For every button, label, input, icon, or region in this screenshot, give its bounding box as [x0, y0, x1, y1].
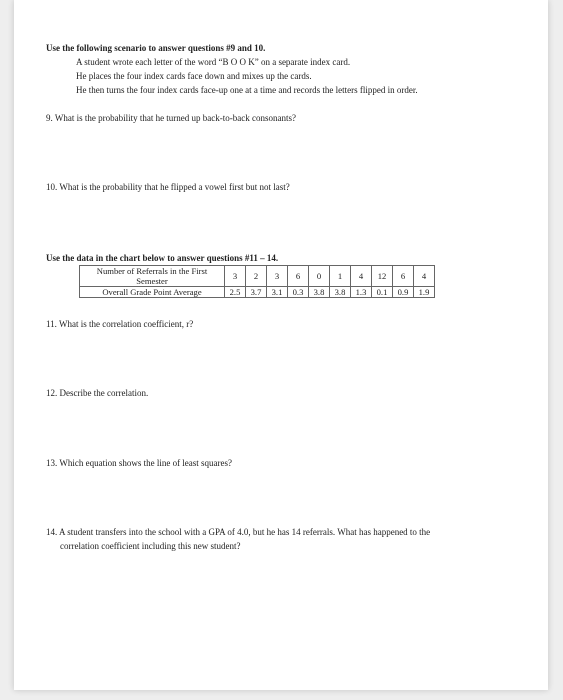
table-cell: 1.9	[414, 287, 435, 298]
scenario-line: He then turns the four index cards face-up one at a time and records the letters flipped in order.	[76, 85, 418, 95]
table-cell: 3	[225, 266, 246, 287]
table-cell: 3.7	[246, 287, 267, 298]
question-9: 9. What is the probability that he turned up back-to-back consonants?	[46, 113, 297, 123]
table-cell: 1.3	[351, 287, 372, 298]
question-11: 11. What is the correlation coefficient, r?	[46, 319, 194, 329]
question-10: 10. What is the probability that he flipped a vowel first but not last?	[46, 182, 290, 192]
table-cell: 6	[288, 266, 309, 287]
table-row	[80, 266, 435, 287]
question-13: 13. Which equation shows the line of least squares?	[46, 458, 233, 468]
table-cell: 12	[372, 266, 393, 287]
table-cell: 2	[246, 266, 267, 287]
table-cell: 2.5	[225, 287, 246, 298]
table-cell: 0	[309, 266, 330, 287]
table-cell: 6	[393, 266, 414, 287]
question-14: 14. A student transfers into the school with a GPA of 4.0, but he has 14 referrals. What has happened to the	[46, 527, 431, 537]
question-12: 12. Describe the correlation.	[46, 388, 149, 398]
table-cell: 3.8	[330, 287, 351, 298]
scenario-heading-11-14: Use the data in the chart below to answer questions #11 – 14.	[46, 253, 279, 263]
table-cell: 1	[330, 266, 351, 287]
table-cell: 3.8	[309, 287, 330, 298]
table-row	[80, 287, 435, 298]
table-cell: 3	[267, 266, 288, 287]
table-cell: 3.1	[267, 287, 288, 298]
scenario-heading-9-10: Use the following scenario to answer questions #9 and 10.	[46, 43, 266, 53]
table-cell: 0.3	[288, 287, 309, 298]
table-cell: 4	[351, 266, 372, 287]
table-cell: 0.9	[393, 287, 414, 298]
scenario-line: He places the four index cards face down and mixes up the cards.	[76, 71, 312, 81]
table-cell: 0.1	[372, 287, 393, 298]
row-label-gpa: Overall Grade Point Average	[80, 287, 225, 298]
worksheet-page	[14, 0, 548, 690]
table-cell: 4	[414, 266, 435, 287]
row-label-referrals: Number of Referrals in the First Semester	[80, 266, 225, 287]
question-14-continued: correlation coefficient including this new student?	[60, 541, 241, 551]
scenario-line: A student wrote each letter of the word “B O O K” on a separate index card.	[76, 57, 351, 67]
referrals-gpa-table	[79, 265, 435, 298]
